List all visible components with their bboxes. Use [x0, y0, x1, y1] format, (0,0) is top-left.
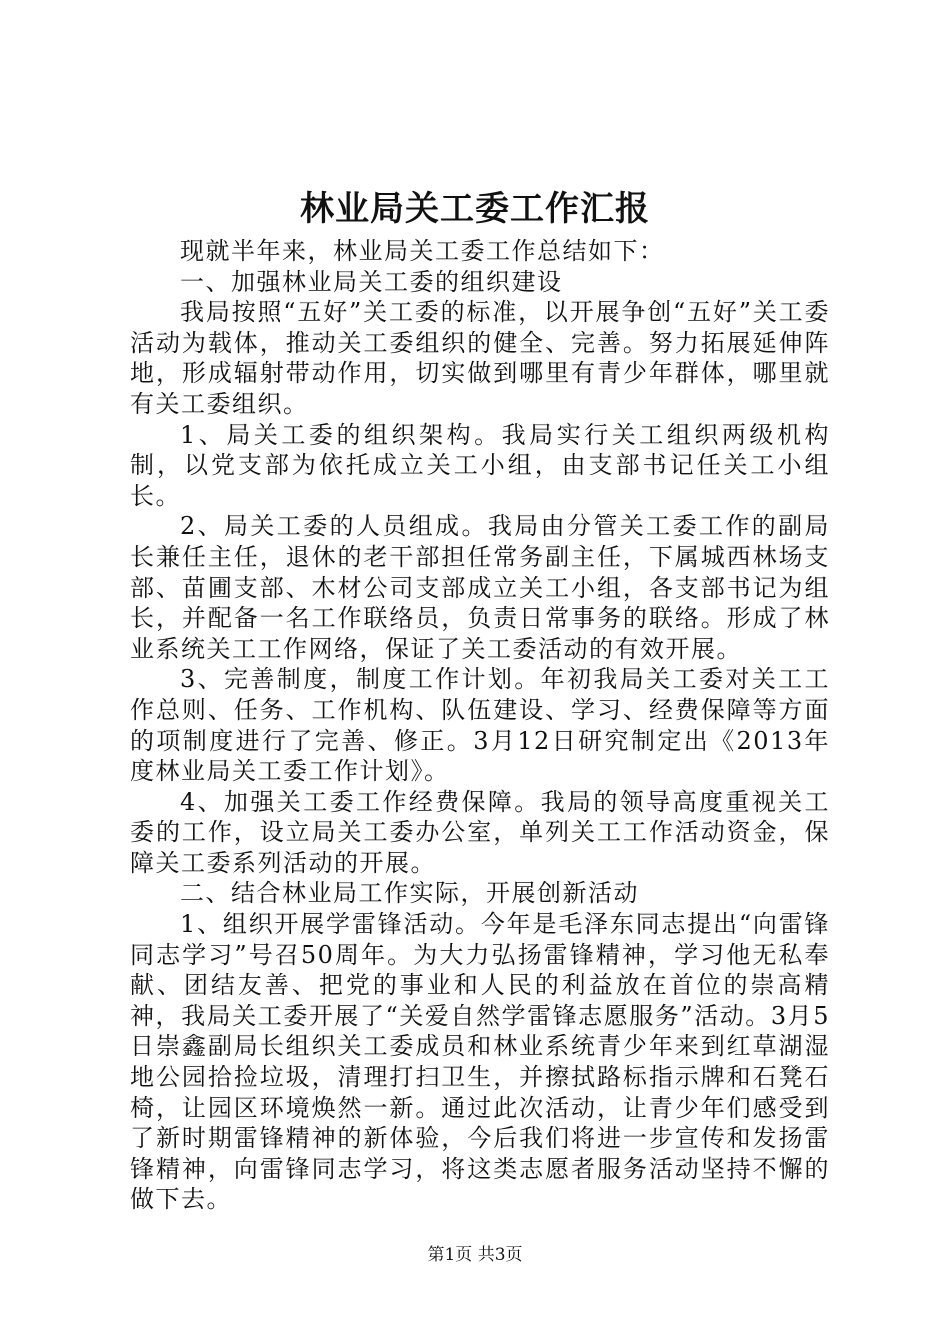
section-heading-1: 一、加强林业局关工委的组织建设: [180, 267, 563, 296]
section-heading-2: 二、结合林业局工作实际，开展创新活动: [180, 879, 639, 908]
document-title: 林业局关工委工作汇报: [300, 189, 650, 229]
paragraph: 3、完善制度，制度工作计划。年初我局关工委对关工工作总则、任务、工作机构、队伍建设、学习、经费保障等方面的项制度进行了完善、修正。3月12日研究制定出《2013年度林业局关工委工作计划》。: [130, 665, 830, 786]
paragraph: 2、局关工委的人员组成。我局由分管关工委工作的副局长兼任主任，退休的老干部担任常务副主任，下属城西林场支部、苗圃支部、木材公司支部成立关工小组，各支部书记为组长，并配备一名工作联络员，负责日常事务的联络。形成了林业系统关工工作网络，保证了关工委活动的有效开展。: [130, 512, 830, 663]
paragraph: 我局按照“五好”关工委的标准，以开展争创“五好”关工委活动为载体，推动关工委组织的健全、完善。努力拓展延伸阵地，形成辐射带动作用，切实做到哪里有青少年群体，哪里就有关工委组织。: [130, 298, 830, 418]
page-footer: 第1页 共3页: [427, 1245, 523, 1265]
document-body: [130, 236, 830, 1215]
paragraph-intro: 现就半年来，林业局关工委工作总结如下：: [180, 237, 665, 265]
paragraph: 1、组织开展学雷锋活动。今年是毛泽东同志提出“向雷锋同志学习”号召50周年。为大力弘扬雷锋精神，学习他无私奉献、团结友善、把党的事业和人民的利益放在首位的崇高精神，我局关工委开展了“关爱自然学雷锋志愿服务”活动。3月5日崇鑫副局长组织关工委成员和林业系统青少年来到红草湖湿地公园拾捡垃圾，清理打扫卫生，并擦拭路标指示牌和石凳石椅，让园区环境焕然一新。通过此次活动，让青少年们感受到了新时期雷锋精神的新体验，今后我们将进一步宣传和发扬雷锋精神，向雷锋同志学习，将这类志愿者服务活动坚持不懈的做下去。: [130, 910, 830, 1214]
paragraph: 4、加强关工委工作经费保障。我局的领导高度重视关工委的工作，设立局关工委办公室，单列关工工作活动资金，保障关工委系列活动的开展。: [130, 787, 830, 877]
paragraph: 1、局关工委的组织架构。我局实行关工组织两级机构制，以党支部为依托成立关工小组，由支部书记任关工小组长。: [130, 420, 830, 510]
